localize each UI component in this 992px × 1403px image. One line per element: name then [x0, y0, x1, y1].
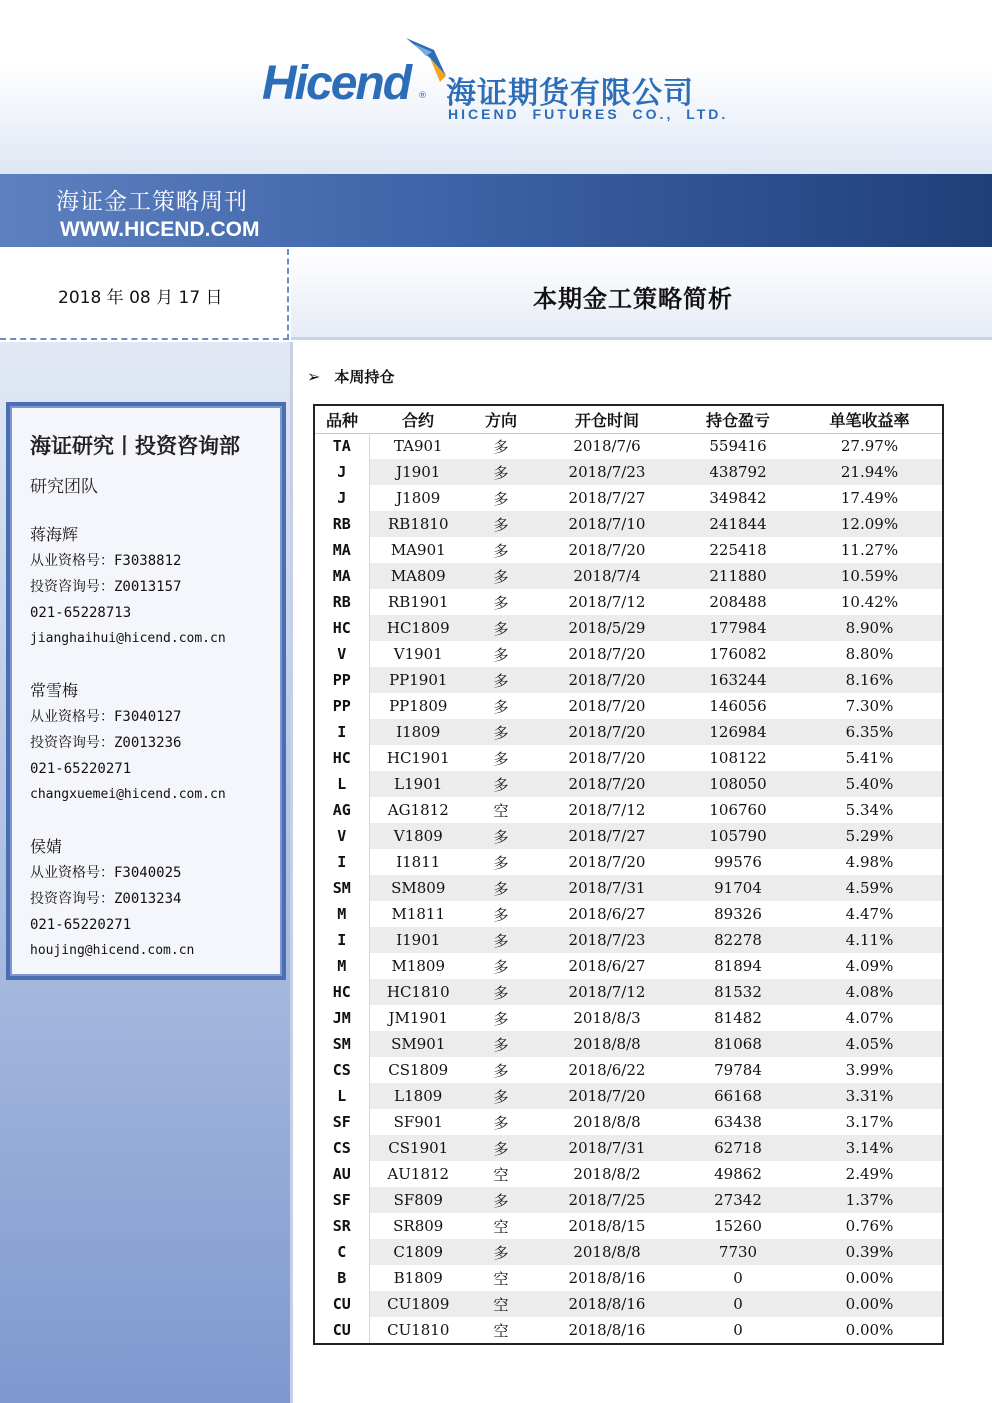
- analyst-qualification: 从业资格号：F3040025: [30, 865, 182, 881]
- return-cell: 12.09%: [797, 511, 942, 537]
- direction-cell: 空: [467, 1291, 535, 1317]
- direction-cell: 空: [467, 1161, 535, 1187]
- arrow-bullet-icon: ➢: [307, 367, 321, 386]
- product-cell: CU: [315, 1291, 369, 1317]
- direction-cell: 多: [467, 1005, 535, 1031]
- direction-cell: 多: [467, 563, 535, 589]
- section-label: 本周持仓: [334, 368, 395, 386]
- return-cell: 3.17%: [797, 1109, 942, 1135]
- direction-cell: 多: [467, 1083, 535, 1109]
- contract-cell: AU1812: [369, 1161, 467, 1187]
- direction-cell: 空: [467, 1317, 535, 1343]
- pnl-cell: 126984: [679, 719, 797, 745]
- publication-banner: [0, 174, 992, 247]
- return-cell: 4.09%: [797, 953, 942, 979]
- direction-cell: 多: [467, 615, 535, 641]
- pnl-cell: 0: [679, 1291, 797, 1317]
- table-row: [315, 433, 942, 459]
- report-date: 2018 年 08 月 17 日: [58, 288, 223, 308]
- return-cell: 21.94%: [797, 459, 942, 485]
- product-cell: HC: [315, 745, 369, 771]
- open-date-cell: 2018/6/27: [535, 901, 679, 927]
- contract-cell: PP1901: [369, 667, 467, 693]
- contract-cell: HC1810: [369, 979, 467, 1005]
- publication-title: 海证金工策略周刊: [56, 189, 248, 215]
- return-cell: 4.08%: [797, 979, 942, 1005]
- product-cell: SM: [315, 875, 369, 901]
- open-date-cell: 2018/7/20: [535, 693, 679, 719]
- contract-cell: AG1812: [369, 797, 467, 823]
- analyst-email[interactable]: changxuemei@hicend.com.cn: [30, 787, 226, 802]
- open-date-cell: 2018/8/16: [535, 1291, 679, 1317]
- direction-cell: 多: [467, 771, 535, 797]
- positions-table: [313, 404, 944, 1345]
- table-row: [315, 1213, 942, 1239]
- analyst-phone: 021-65220271: [30, 761, 132, 777]
- contract-cell: HC1901: [369, 745, 467, 771]
- return-cell: 4.07%: [797, 1005, 942, 1031]
- open-date-cell: 2018/7/20: [535, 745, 679, 771]
- pnl-cell: 15260: [679, 1213, 797, 1239]
- direction-cell: 多: [467, 589, 535, 615]
- return-cell: 8.16%: [797, 667, 942, 693]
- table-row: [315, 1005, 942, 1031]
- open-date-cell: 2018/8/2: [535, 1161, 679, 1187]
- pnl-cell: 241844: [679, 511, 797, 537]
- contract-cell: I1809: [369, 719, 467, 745]
- direction-cell: 多: [467, 875, 535, 901]
- contract-cell: SF901: [369, 1109, 467, 1135]
- direction-cell: 多: [467, 849, 535, 875]
- table-row: [315, 771, 942, 797]
- column-header: 开仓时间: [535, 406, 679, 433]
- direction-cell: 多: [467, 1109, 535, 1135]
- table-row: [315, 485, 942, 511]
- return-cell: 5.29%: [797, 823, 942, 849]
- product-cell: I: [315, 719, 369, 745]
- contract-cell: HC1809: [369, 615, 467, 641]
- contract-cell: CU1810: [369, 1317, 467, 1343]
- return-cell: 5.41%: [797, 745, 942, 771]
- table-row: [315, 745, 942, 771]
- table-row: [315, 459, 942, 485]
- open-date-cell: 2018/6/27: [535, 953, 679, 979]
- product-cell: SF: [315, 1109, 369, 1135]
- product-cell: I: [315, 849, 369, 875]
- contract-cell: CU1809: [369, 1291, 467, 1317]
- contract-cell: M1809: [369, 953, 467, 979]
- table-row: [315, 1187, 942, 1213]
- analyst-qualification: 从业资格号：F3040127: [30, 709, 182, 725]
- product-cell: TA: [315, 433, 369, 459]
- table-row: [315, 823, 942, 849]
- open-date-cell: 2018/8/15: [535, 1213, 679, 1239]
- direction-cell: 多: [467, 719, 535, 745]
- direction-cell: 多: [467, 667, 535, 693]
- return-cell: 17.49%: [797, 485, 942, 511]
- product-cell: MA: [315, 563, 369, 589]
- column-header: 方向: [467, 406, 535, 433]
- pnl-cell: 82278: [679, 927, 797, 953]
- contract-cell: RB1901: [369, 589, 467, 615]
- product-cell: SF: [315, 1187, 369, 1213]
- contract-cell: L1809: [369, 1083, 467, 1109]
- pnl-cell: 225418: [679, 537, 797, 563]
- table-row: [315, 849, 942, 875]
- product-cell: V: [315, 823, 369, 849]
- table-row: [315, 537, 942, 563]
- return-cell: 11.27%: [797, 537, 942, 563]
- product-cell: C: [315, 1239, 369, 1265]
- table-row: [315, 979, 942, 1005]
- pnl-cell: 81532: [679, 979, 797, 1005]
- contract-cell: TA901: [369, 433, 467, 459]
- contract-cell: I1811: [369, 849, 467, 875]
- contract-cell: I1901: [369, 927, 467, 953]
- return-cell: 0.00%: [797, 1291, 942, 1317]
- open-date-cell: 2018/7/27: [535, 823, 679, 849]
- table-row: [315, 901, 942, 927]
- table-row: [315, 693, 942, 719]
- direction-cell: 多: [467, 641, 535, 667]
- pnl-cell: 163244: [679, 667, 797, 693]
- return-cell: 4.47%: [797, 901, 942, 927]
- table-row: [315, 797, 942, 823]
- contract-cell: PP1809: [369, 693, 467, 719]
- column-header: 品种: [315, 406, 369, 433]
- return-cell: 4.11%: [797, 927, 942, 953]
- table-row: [315, 1109, 942, 1135]
- product-cell: M: [315, 901, 369, 927]
- open-date-cell: 2018/7/20: [535, 667, 679, 693]
- return-cell: 10.59%: [797, 563, 942, 589]
- return-cell: 2.49%: [797, 1161, 942, 1187]
- direction-cell: 空: [467, 797, 535, 823]
- pnl-cell: 91704: [679, 875, 797, 901]
- logo-english-name: HICEND FUTURES CO., LTD.: [448, 106, 729, 122]
- direction-cell: 多: [467, 511, 535, 537]
- pnl-cell: 49862: [679, 1161, 797, 1187]
- open-date-cell: 2018/7/23: [535, 927, 679, 953]
- product-cell: CS: [315, 1057, 369, 1083]
- open-date-cell: 2018/7/27: [535, 485, 679, 511]
- analyst-name: 蒋海辉: [30, 525, 79, 544]
- table-row: [315, 1083, 942, 1109]
- pnl-cell: 89326: [679, 901, 797, 927]
- direction-cell: 多: [467, 927, 535, 953]
- pnl-cell: 438792: [679, 459, 797, 485]
- direction-cell: 多: [467, 901, 535, 927]
- pnl-cell: 79784: [679, 1057, 797, 1083]
- pnl-cell: 176082: [679, 641, 797, 667]
- open-date-cell: 2018/7/10: [535, 511, 679, 537]
- pnl-cell: 106760: [679, 797, 797, 823]
- open-date-cell: 2018/6/22: [535, 1057, 679, 1083]
- open-date-cell: 2018/8/8: [535, 1109, 679, 1135]
- table-row: [315, 719, 942, 745]
- table-row: [315, 1317, 942, 1343]
- return-cell: 3.31%: [797, 1083, 942, 1109]
- product-cell: L: [315, 771, 369, 797]
- contract-cell: CS1901: [369, 1135, 467, 1161]
- return-cell: 0.00%: [797, 1317, 942, 1343]
- contract-cell: V1901: [369, 641, 467, 667]
- logo-bird-icon: [400, 36, 452, 84]
- company-logo: [262, 36, 732, 132]
- open-date-cell: 2018/7/6: [535, 433, 679, 459]
- contract-cell: SM901: [369, 1031, 467, 1057]
- pnl-cell: 99576: [679, 849, 797, 875]
- pnl-cell: 108122: [679, 745, 797, 771]
- contract-cell: RB1810: [369, 511, 467, 537]
- product-cell: CS: [315, 1135, 369, 1161]
- department-title: 海证研究丨投资咨询部: [30, 434, 240, 458]
- table-row: [315, 1161, 942, 1187]
- pnl-cell: 0: [679, 1265, 797, 1291]
- open-date-cell: 2018/5/29: [535, 615, 679, 641]
- contract-cell: SM809: [369, 875, 467, 901]
- analyst-email[interactable]: houjing@hicend.com.cn: [30, 943, 195, 958]
- analyst-phone: 021-65228713: [30, 605, 132, 621]
- analyst-phone: 021-65220271: [30, 917, 132, 933]
- analyst-name: 常雪梅: [30, 681, 79, 700]
- product-cell: AU: [315, 1161, 369, 1187]
- table-row: [315, 615, 942, 641]
- pnl-cell: 211880: [679, 563, 797, 589]
- table-body: [315, 433, 942, 1343]
- contract-cell: MA901: [369, 537, 467, 563]
- product-cell: JM: [315, 1005, 369, 1031]
- contract-cell: MA809: [369, 563, 467, 589]
- contract-cell: V1809: [369, 823, 467, 849]
- website-link[interactable]: WWW.HICEND.COM: [60, 218, 260, 241]
- contract-cell: SF809: [369, 1187, 467, 1213]
- analyst-card: [30, 678, 226, 808]
- contract-cell: C1809: [369, 1239, 467, 1265]
- page-header: [0, 0, 992, 174]
- return-cell: 8.90%: [797, 615, 942, 641]
- return-cell: 5.40%: [797, 771, 942, 797]
- pnl-cell: 208488: [679, 589, 797, 615]
- table-row: [315, 641, 942, 667]
- open-date-cell: 2018/7/12: [535, 589, 679, 615]
- open-date-cell: 2018/7/20: [535, 849, 679, 875]
- product-cell: B: [315, 1265, 369, 1291]
- return-cell: 4.98%: [797, 849, 942, 875]
- pnl-cell: 81894: [679, 953, 797, 979]
- title-box: [291, 249, 992, 340]
- direction-cell: 多: [467, 693, 535, 719]
- research-team-card: [6, 402, 286, 980]
- open-date-cell: 2018/7/25: [535, 1187, 679, 1213]
- contract-cell: L1901: [369, 771, 467, 797]
- return-cell: 27.97%: [797, 433, 942, 459]
- pnl-cell: 62718: [679, 1135, 797, 1161]
- table-row: [315, 1239, 942, 1265]
- table-row: [315, 563, 942, 589]
- product-cell: MA: [315, 537, 369, 563]
- table-row: [315, 1031, 942, 1057]
- table-row: [315, 927, 942, 953]
- direction-cell: 多: [467, 485, 535, 511]
- table-row: [315, 1291, 942, 1317]
- section-heading: [307, 366, 394, 387]
- table-row: [315, 1057, 942, 1083]
- return-cell: 4.59%: [797, 875, 942, 901]
- product-cell: L: [315, 1083, 369, 1109]
- pnl-cell: 146056: [679, 693, 797, 719]
- pnl-cell: 66168: [679, 1083, 797, 1109]
- product-cell: J: [315, 485, 369, 511]
- logo-registered-mark: ®: [418, 91, 427, 101]
- return-cell: 0.00%: [797, 1265, 942, 1291]
- open-date-cell: 2018/8/8: [535, 1031, 679, 1057]
- open-date-cell: 2018/7/4: [535, 563, 679, 589]
- open-date-cell: 2018/7/23: [535, 459, 679, 485]
- team-subtitle: 研究团队: [30, 477, 98, 497]
- table-row: [315, 511, 942, 537]
- return-cell: 0.76%: [797, 1213, 942, 1239]
- direction-cell: 多: [467, 1057, 535, 1083]
- open-date-cell: 2018/8/16: [535, 1265, 679, 1291]
- open-date-cell: 2018/7/20: [535, 719, 679, 745]
- open-date-cell: 2018/7/12: [535, 797, 679, 823]
- product-cell: HC: [315, 979, 369, 1005]
- column-header: 持仓盈亏: [679, 406, 797, 433]
- return-cell: 4.05%: [797, 1031, 942, 1057]
- analyst-card: [30, 522, 226, 652]
- return-cell: 3.99%: [797, 1057, 942, 1083]
- open-date-cell: 2018/8/8: [535, 1239, 679, 1265]
- product-cell: M: [315, 953, 369, 979]
- date-box: [0, 249, 289, 340]
- product-cell: RB: [315, 511, 369, 537]
- return-cell: 7.30%: [797, 693, 942, 719]
- analyst-card: [30, 834, 194, 964]
- return-cell: 10.42%: [797, 589, 942, 615]
- contract-cell: J1901: [369, 459, 467, 485]
- product-cell: CU: [315, 1317, 369, 1343]
- product-cell: SM: [315, 1031, 369, 1057]
- direction-cell: 多: [467, 823, 535, 849]
- open-date-cell: 2018/8/3: [535, 1005, 679, 1031]
- direction-cell: 多: [467, 745, 535, 771]
- open-date-cell: 2018/7/20: [535, 537, 679, 563]
- analyst-consult-number: 投资咨询号：Z0013236: [30, 735, 182, 751]
- product-cell: SR: [315, 1213, 369, 1239]
- pnl-cell: 7730: [679, 1239, 797, 1265]
- column-header: 合约: [369, 406, 467, 433]
- table-row: [315, 1135, 942, 1161]
- direction-cell: 多: [467, 537, 535, 563]
- analyst-email[interactable]: jianghaihui@hicend.com.cn: [30, 631, 226, 646]
- pnl-cell: 105790: [679, 823, 797, 849]
- product-cell: PP: [315, 667, 369, 693]
- pnl-cell: 177984: [679, 615, 797, 641]
- product-cell: AG: [315, 797, 369, 823]
- open-date-cell: 2018/7/31: [535, 875, 679, 901]
- pnl-cell: 108050: [679, 771, 797, 797]
- pnl-cell: 349842: [679, 485, 797, 511]
- direction-cell: 多: [467, 459, 535, 485]
- return-cell: 1.37%: [797, 1187, 942, 1213]
- column-divider: [290, 342, 293, 1403]
- return-cell: 5.34%: [797, 797, 942, 823]
- contract-cell: JM1901: [369, 1005, 467, 1031]
- direction-cell: 多: [467, 979, 535, 1005]
- direction-cell: 多: [467, 1135, 535, 1161]
- contract-cell: M1811: [369, 901, 467, 927]
- return-cell: 0.39%: [797, 1239, 942, 1265]
- direction-cell: 多: [467, 433, 535, 459]
- product-cell: I: [315, 927, 369, 953]
- direction-cell: 空: [467, 1265, 535, 1291]
- product-cell: V: [315, 641, 369, 667]
- table-row: [315, 953, 942, 979]
- open-date-cell: 2018/8/16: [535, 1317, 679, 1343]
- pnl-cell: 81482: [679, 1005, 797, 1031]
- pnl-cell: 63438: [679, 1109, 797, 1135]
- contract-cell: B1809: [369, 1265, 467, 1291]
- direction-cell: 多: [467, 953, 535, 979]
- table-row: [315, 1265, 942, 1291]
- direction-cell: 空: [467, 1213, 535, 1239]
- analyst-name: 侯婧: [30, 837, 63, 856]
- pnl-cell: 81068: [679, 1031, 797, 1057]
- product-cell: J: [315, 459, 369, 485]
- open-date-cell: 2018/7/20: [535, 641, 679, 667]
- open-date-cell: 2018/7/31: [535, 1135, 679, 1161]
- open-date-cell: 2018/7/20: [535, 1083, 679, 1109]
- page-title: 本期金工策略简析: [533, 285, 733, 313]
- analyst-consult-number: 投资咨询号：Z0013234: [30, 891, 182, 907]
- pnl-cell: 27342: [679, 1187, 797, 1213]
- table-row: [315, 667, 942, 693]
- table-header-row: [315, 406, 942, 433]
- direction-cell: 多: [467, 1031, 535, 1057]
- column-header: 单笔收益率: [797, 406, 942, 433]
- direction-cell: 多: [467, 1239, 535, 1265]
- research-team-panel: [10, 406, 282, 976]
- logo-english: Hicend: [262, 57, 411, 110]
- open-date-cell: 2018/7/12: [535, 979, 679, 1005]
- direction-cell: 多: [467, 1187, 535, 1213]
- return-cell: 6.35%: [797, 719, 942, 745]
- table-row: [315, 875, 942, 901]
- analyst-consult-number: 投资咨询号：Z0013157: [30, 579, 182, 595]
- analyst-qualification: 从业资格号：F3038812: [30, 553, 182, 569]
- contract-cell: J1809: [369, 485, 467, 511]
- product-cell: HC: [315, 615, 369, 641]
- contract-cell: CS1809: [369, 1057, 467, 1083]
- return-cell: 3.14%: [797, 1135, 942, 1161]
- return-cell: 8.80%: [797, 641, 942, 667]
- contract-cell: SR809: [369, 1213, 467, 1239]
- open-date-cell: 2018/7/20: [535, 771, 679, 797]
- table-row: [315, 589, 942, 615]
- logo-chinese-name: 海证期货有限公司: [446, 76, 694, 111]
- pnl-cell: 559416: [679, 433, 797, 459]
- pnl-cell: 0: [679, 1317, 797, 1343]
- product-cell: PP: [315, 693, 369, 719]
- product-cell: RB: [315, 589, 369, 615]
